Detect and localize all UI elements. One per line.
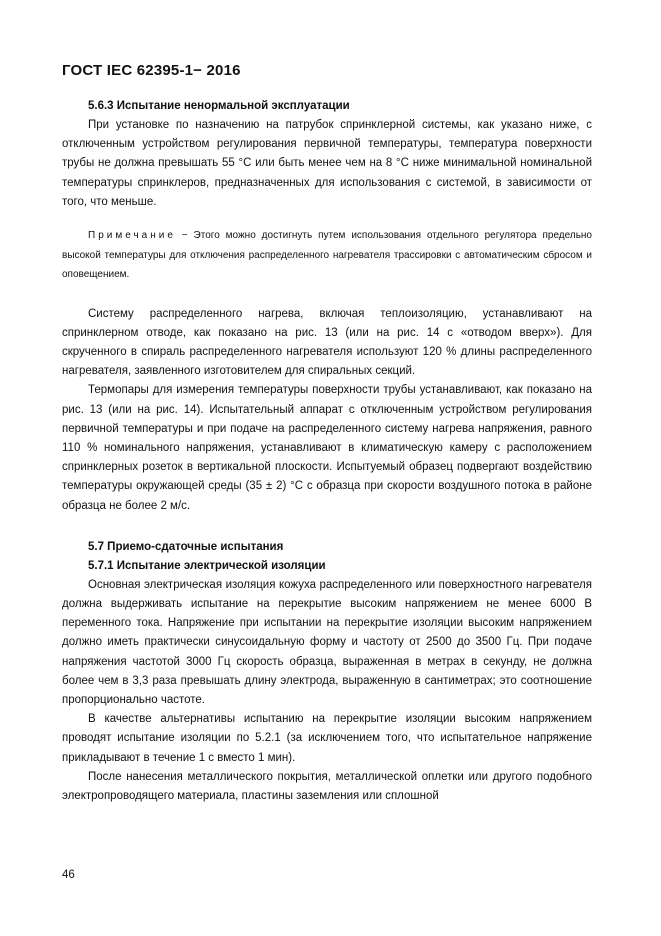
note-label: Примечание <box>88 230 176 242</box>
page-number: 46 <box>62 869 75 881</box>
note-text: − Этого можно достигнуть путем использования отдельного регулятора предельно высокой температуры для отключения распределенного нагревателя трассировки с автоматическим сбросом и оповещением. <box>62 230 592 281</box>
paragraph: Систему распределенного нагрева, включая теплоизоляцию, устанавливают на спринклерном отводе, как показано на рис. 13 (или на рис. 14 с «отводом вверх»). Для скрученного в спираль распределенного нагревателя используют 120 % длины распределенного нагревателя, заявленного изготовителем для спиральных секций. <box>62 307 592 378</box>
paragraph: В качестве альтернативы испытанию на перекрытие изоляции высоким напряжением проводят испытание изоляции по 5.2.1 (за исключением того, что испытательное напряжение прикладывают в течение 1 с вместо 1 мин). <box>62 713 592 764</box>
section-heading-5-7: 5.7 Приемо-сдаточные испытания <box>88 540 284 553</box>
document-code-header: ГОСТ IEC 62395-1− 2016 <box>62 62 241 79</box>
spacer <box>62 285 592 305</box>
page-content <box>62 97 592 806</box>
paragraph: При установке по назначению на патрубок спринклерной системы, как указано ниже, с отключенным устройством регулирования первичной температуры, температура поверхности трубы не должна превышать 55 °С или быть менее чем на 8 °С ниже минимальной номинальной температуры спринклеров, предназначенных для использования с системой, в зависимости от того, что меньше. <box>62 119 592 208</box>
note <box>62 226 592 285</box>
section-heading-5-7-1: 5.7.1 Испытание электрической изоляции <box>88 559 326 572</box>
spacer <box>62 212 592 226</box>
paragraph: Термопары для измерения температуры поверхности трубы устанавливают, как показано на рис. 13 (или на рис. 14). Испытательный аппарат с отключенным устройством регулирования первичной температуры и при подаче на распределенного систему нагрева напряжения, равного 110 % номинального напряжения, устанавливают в климатическую камеру с расположением спринклерных розеток в вертикальной плоскости. Испытуемый образец подвергают воздействию температуры окружающей среды (35 ± 2) °С с образца при скорости воздушного потока в районе образца не более 2 м/с. <box>62 384 592 512</box>
paragraph: Основная электрическая изоляция кожуха распределенного или поверхностного нагревателя должна выдерживать испытание на перекрытие высоким напряжением не менее 6000 В переменного тока. Напряжение при испытании на перекрытие изоляции высоким напряжением должно иметь практически синусоидальную форму и частоту от 2500 до 3500 Гц. При подаче напряжения частотой 3000 Гц скорость образца, выраженная в метрах в секунду, не должна более чем в 3,3 раза превышать длину электрода, выраженную в сантиметрах; это соотношение пропорционально частоте. <box>62 578 592 706</box>
spacer <box>62 516 592 538</box>
paragraph: После нанесения металлического покрытия, металлической оплетки или другого подобного электропроводящего материала, пластины заземления или сплошной <box>62 770 592 802</box>
section-heading-5-6-3: 5.6.3 Испытание ненормальной эксплуатации <box>88 100 350 112</box>
